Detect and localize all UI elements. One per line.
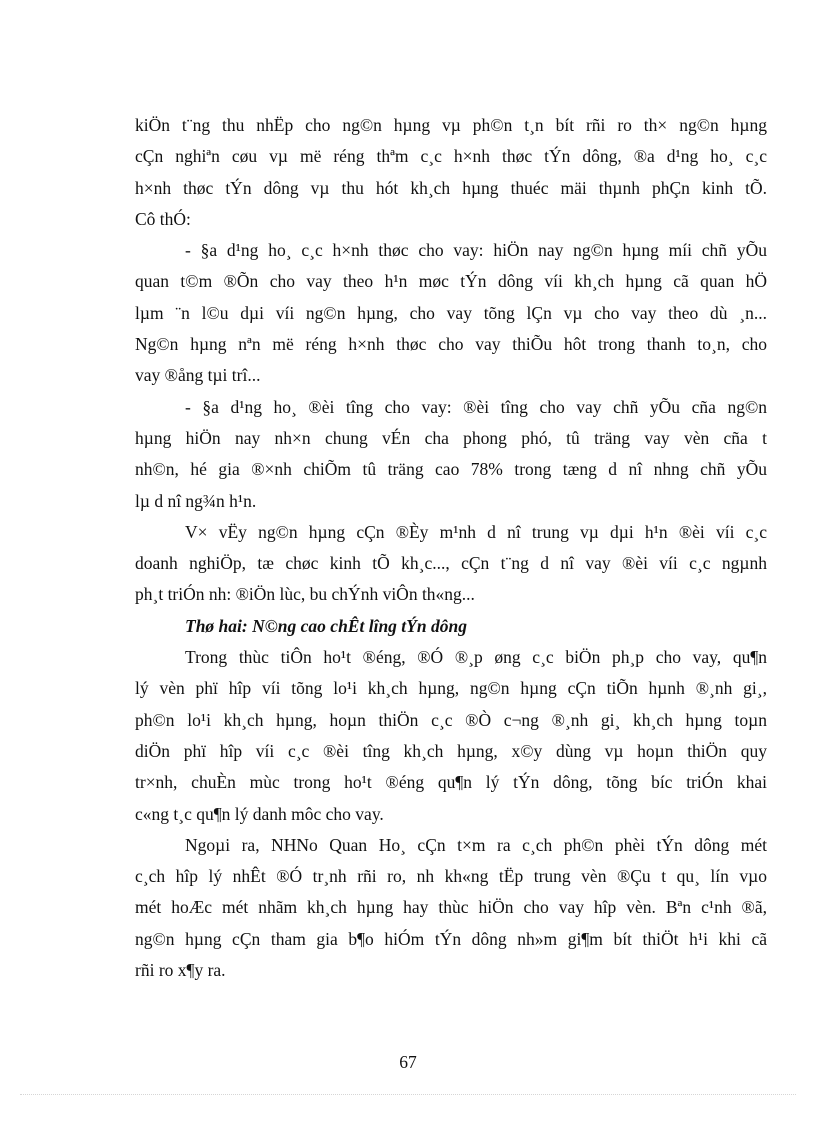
text-line: Ng©n hµng nªn më réng h×nh thøc cho vay thiÕu hôt trong thanh to¸n, cho [135, 334, 767, 355]
text-line: ph©n lo¹i kh¸ch hµng, hoµn thiÖn c¸c ®Ò c¬ng ®¸nh gi¸ kh¸ch hµng toµn [135, 709, 767, 730]
text-line: lý vèn phï hîp víi tõng lo¹i kh¸ch hµng, ng©n hµng cÇn tiÕn hµnh ®¸nh gi¸, [135, 678, 767, 699]
text-line: Trong thùc tiÔn ho¹t ®éng, ®Ó ®¸p øng c¸c biÖn ph¸p cho vay, qu¶n [185, 647, 767, 668]
text-line: - §a d¹ng ho¸ ®èi tîng cho vay: ®èi tîng cho vay chñ yÕu cña ng©n [185, 396, 767, 417]
text-line: diÖn phï hîp víi c¸c ®èi tîng kh¸ch hµng, x©y dùng vµ hoµn thiÖn quy [135, 740, 767, 761]
text-line: ph¸t triÓn nh: ®iÖn lùc, bu chÝnh viÔn th«ng... [135, 584, 475, 605]
page-number: 67 [399, 1052, 417, 1072]
text-line: lµ d nî ng¾n h¹n. [135, 490, 257, 511]
text-line: c«ng t¸c qu¶n lý danh môc cho vay. [135, 803, 384, 824]
text-line: lµm ¨n l©u dµi víi ng©n hµng, cho vay tõng lÇn vµ cho vay theo dù ¸n... [135, 302, 767, 323]
text-line: ng©n hµng cÇn tham gia b¶o hiÓm tÝn dông nh»m gi¶m bít thiÖt h¹i khi cã [135, 928, 767, 949]
text-line: Cô thÓ: [135, 208, 191, 229]
section-heading: Thø hai: N©ng cao chÊt lîng tÝn dông [185, 615, 467, 636]
text-line: c¸ch hîp lý nhÊt ®Ó tr¸nh rñi ro, nh kh«ng tËp trung vèn ®Çu t qu¸ lín vµo [135, 866, 767, 887]
text-line: hµng hiÖn nay nh×n chung vÉn cha phong phó, tû träng vay vèn cña t [135, 427, 767, 448]
text-line: - §a d¹ng ho¸ c¸c h×nh thøc cho vay: hiÖn nay ng©n hµng míi chñ yÕu [185, 240, 767, 261]
text-line: nh©n, hé gia ®×nh chiÕm tû träng cao 78% trong tæng d nî nhng chñ yÕu [135, 459, 767, 480]
text-line: h×nh thøc tÝn dông vµ thu hót kh¸ch hµng thuéc mäi thµnh phÇn kinh tÕ. [135, 177, 767, 198]
text-line: vay ®ång tµi trî... [135, 365, 261, 386]
text-line: kiÖn t¨ng thu nhËp cho ng©n hµng vµ ph©n t¸n bít rñi ro th× ng©n hµng [135, 115, 767, 135]
text-line: rñi ro x¶y ra. [135, 960, 226, 981]
text-line: quan t©m ®Õn cho vay theo h¹n møc tÝn dông víi kh¸ch hµng cã quan hÖ [135, 271, 767, 292]
body-text [135, 110, 767, 986]
text-line: tr×nh, chuÈn mùc trong ho¹t ®éng qu¶n lý tÝn dông, tõng bíc triÓn khai [135, 772, 767, 793]
text-line: doanh nghiÖp, tæ chøc kinh tÕ kh¸c..., cÇn t¨ng d nî vay ®èi víi c¸c ngµnh [135, 553, 767, 574]
text-line: mét hoÆc mét nhãm kh¸ch hµng hay thùc hiÖn cho vay hîp vèn. Bªn c¹nh ®ã, [135, 897, 767, 918]
text-line: cÇn nghiªn cøu vµ më réng thªm c¸c h×nh thøc tÝn dông, ®a d¹ng ho¸ c¸c [135, 146, 767, 167]
page-bottom-divider [20, 1094, 796, 1095]
text-line: V× vËy ng©n hµng cÇn ®Èy m¹nh d nî trung vµ dµi h¹n ®èi víi c¸c [185, 521, 767, 542]
text-line: Ngoµi ra, NHNo Quan Ho¸ cÇn t×m ra c¸ch ph©n phèi tÝn dông mét [185, 834, 767, 855]
